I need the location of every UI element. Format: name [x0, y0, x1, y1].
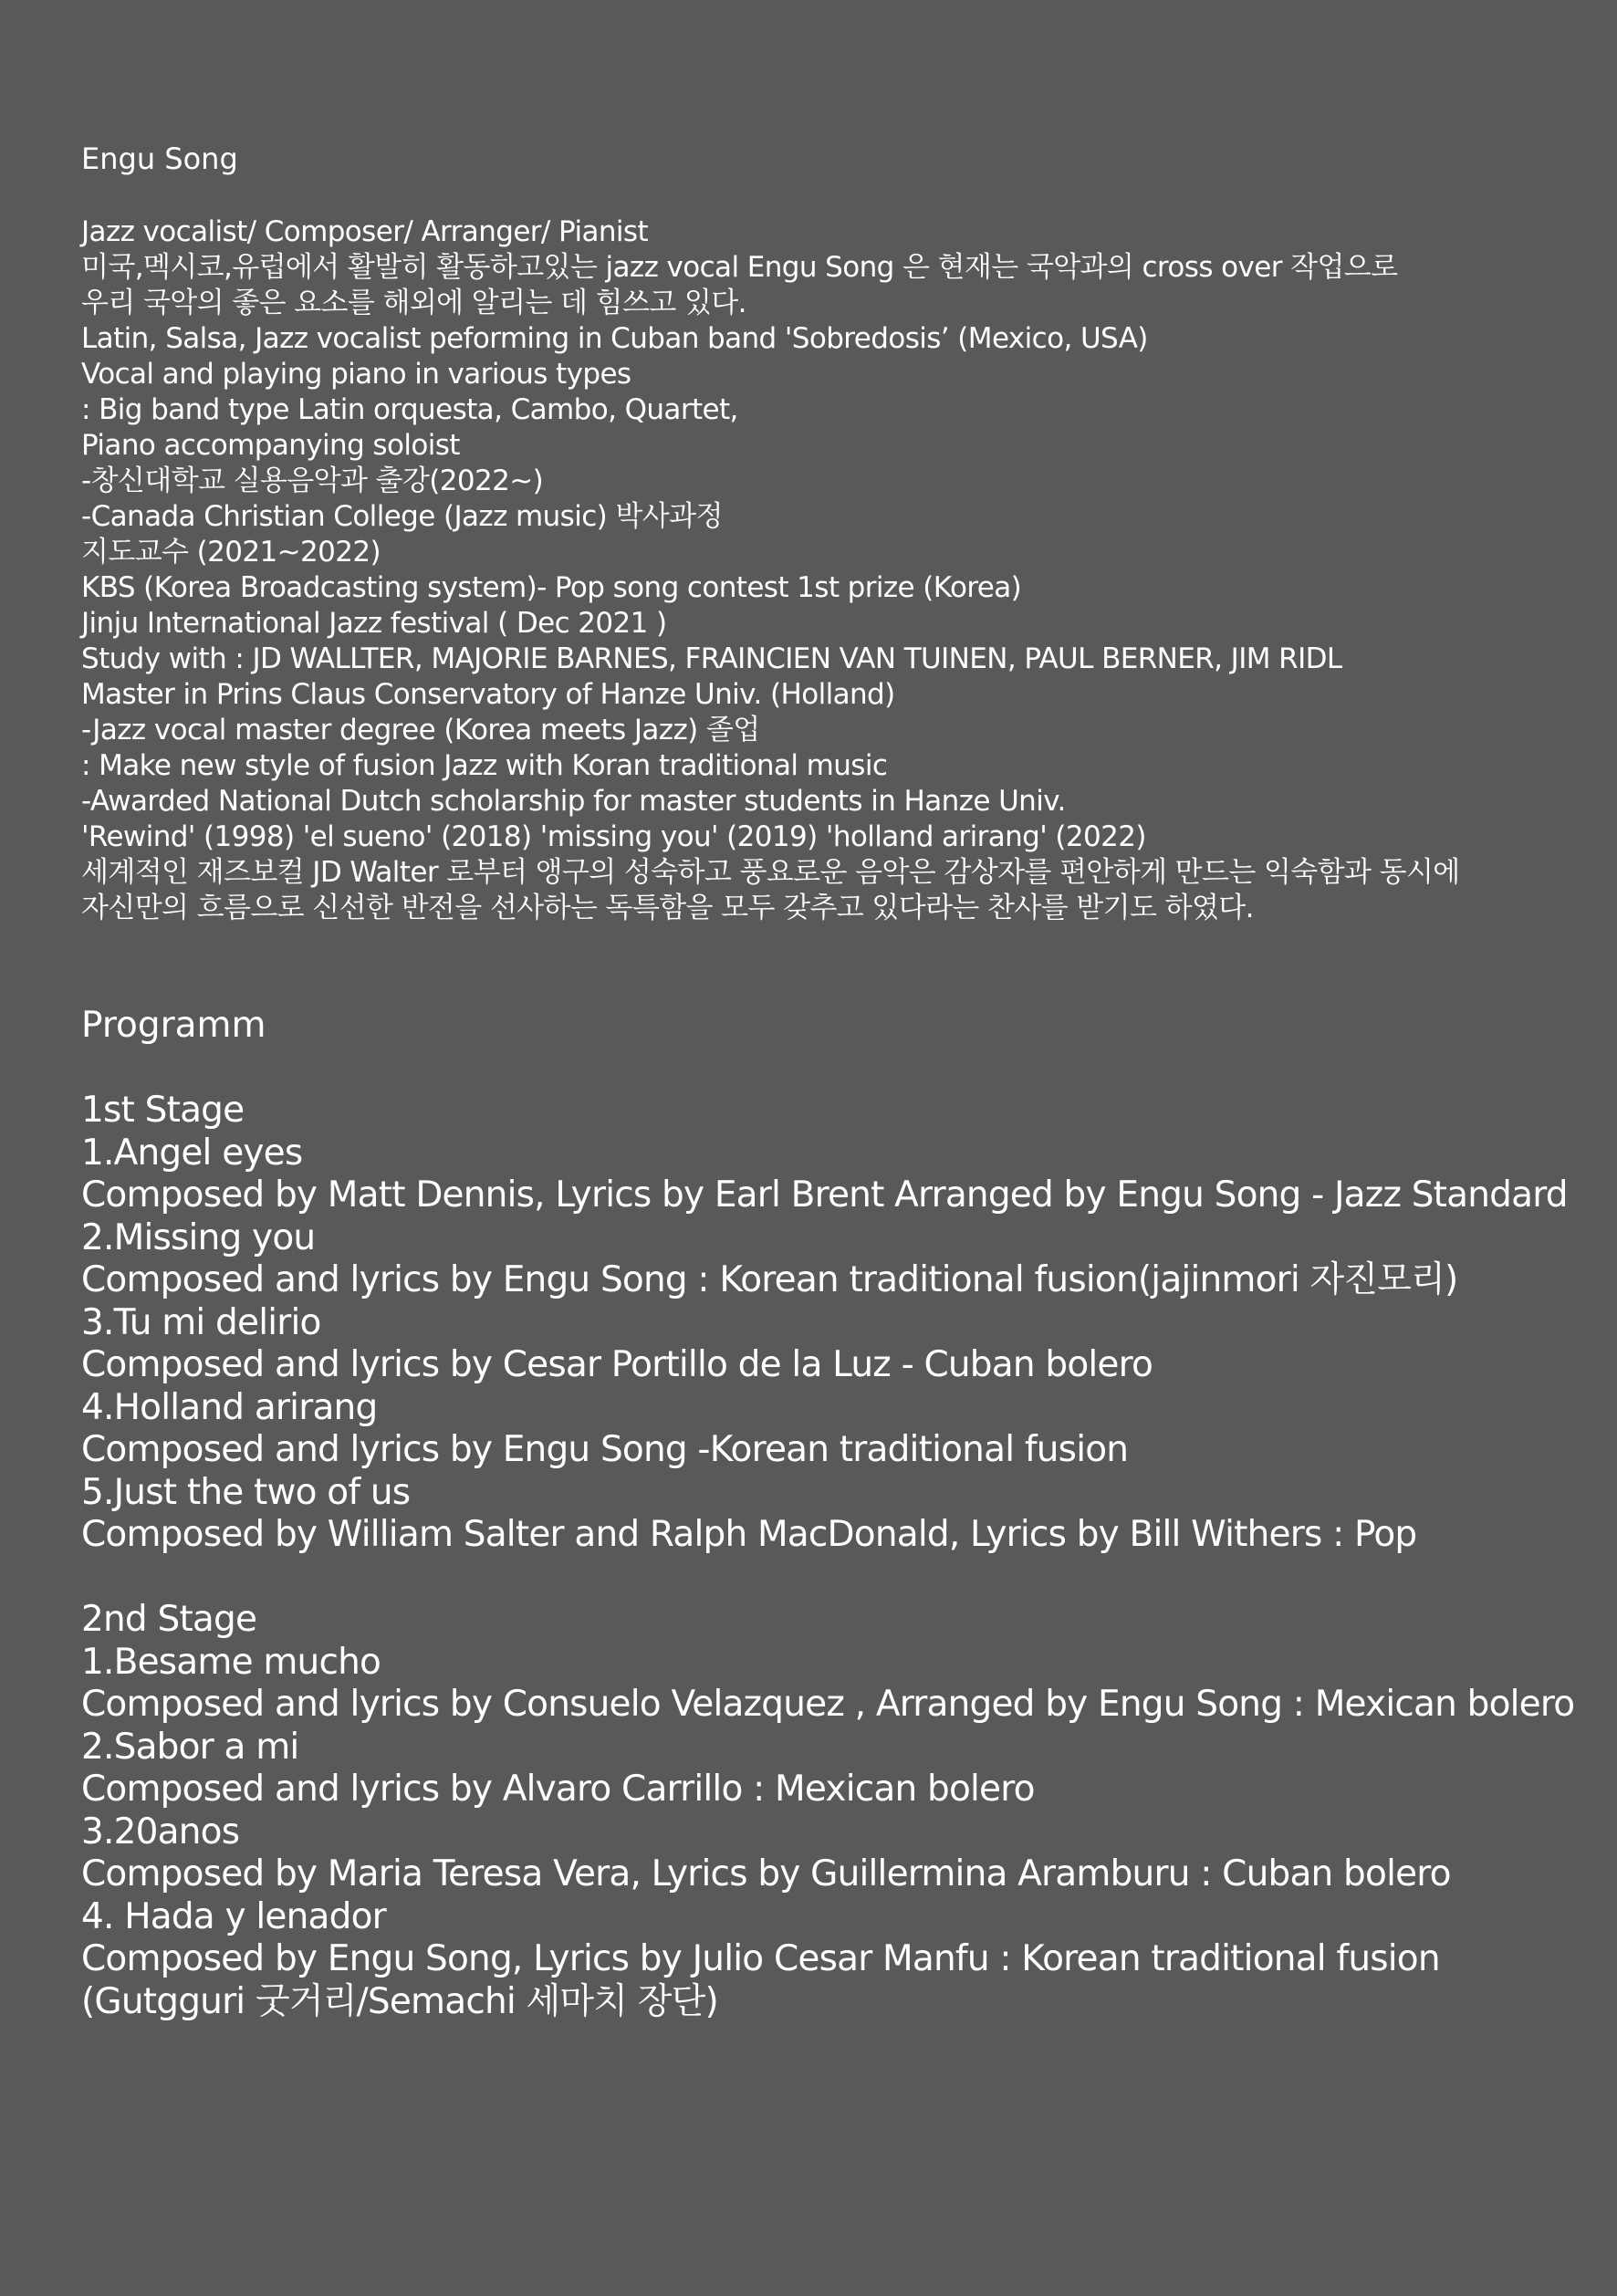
program-list: [81, 1090, 1574, 2023]
bio-line: Piano accompanying soloist: [81, 429, 460, 462]
program-line: 2.Sabor a mi: [81, 1726, 299, 1768]
program-line: Composed and lyrics by Consuelo Velazquez , Arranged by Engu Song : Mexican bolero: [81, 1684, 1575, 1725]
program-line: Composed by Maria Teresa Vera, Lyrics by Guillermina Aramburu : Cuban bolero: [81, 1853, 1451, 1894]
bio-line: -Canada Christian College (Jazz music) 박사과정: [81, 500, 723, 533]
stage-2-title: 2nd Stage: [81, 1599, 257, 1640]
artist-name: Engu Song: [81, 141, 238, 176]
bio-line: 우리 국악의 좋은 요소를 해외에 알리는 데 힘쓰고 있다.: [81, 287, 746, 319]
bio-line: Jinju International Jazz festival ( Dec 2021 ): [81, 607, 667, 640]
bio-line: KBS (Korea Broadcasting system)- Pop song contest 1st prize (Korea): [81, 571, 1022, 604]
program-heading: Programm: [81, 1005, 266, 1046]
bio-line: 'Rewind' (1998) 'el sueno' (2018) 'missing you' (2019) 'holland arirang' (2022): [81, 820, 1146, 853]
program-line: 1.Angel eyes: [81, 1132, 303, 1174]
bio-line: -Jazz vocal master degree (Korea meets Jazz) 졸업: [81, 714, 760, 746]
program-line: 3.Tu mi delirio: [81, 1301, 321, 1343]
bio-line: 세계적인 재즈보컬 JD Walter 로부터 앵구의 성숙하고 풍요로운 음악은 감상자를 편안하게 만드는 익숙함과 동시에: [81, 856, 1460, 889]
program-line: Composed and lyrics by Engu Song : Korean traditional fusion(jajinmori 자진모리): [81, 1259, 1458, 1300]
program-line: Composed and lyrics by Engu Song -Korean traditional fusion: [81, 1429, 1129, 1470]
program-line: 4. Hada y lenador: [81, 1895, 386, 1937]
stage-1-title: 1st Stage: [81, 1090, 245, 1131]
program-line: 5.Just the two of us: [81, 1471, 411, 1513]
program-line: Composed by Matt Dennis, Lyrics by Earl Brent Arranged by Engu Song - Jazz Standard: [81, 1174, 1568, 1216]
bio-line: : Make new style of fusion Jazz with Koran traditional music: [81, 749, 888, 782]
program-line: 1.Besame mucho: [81, 1641, 381, 1683]
bio-line: -창신대학교 실용음악과 출강(2022~): [81, 464, 544, 497]
bio-line: : Big band type Latin orquesta, Cambo, Quartet,: [81, 393, 738, 426]
bio-line: Study with : JD WALLTER, MAJORIE BARNES, FRAINCIEN VAN TUINEN, PAUL BERNER, JIM RIDL: [81, 642, 1342, 675]
bio-line: Jazz vocalist/ Composer/ Arranger/ Pianist: [81, 215, 649, 248]
stage-spacer: [81, 1557, 1574, 1600]
program-line: Composed and lyrics by Cesar Portillo de la Luz - Cuban bolero: [81, 1344, 1153, 1385]
bio-line: 자신만의 흐름으로 신선한 반전을 선사하는 독특함을 모두 갖추고 있다라는 찬사를 받기도 하였다.: [81, 892, 1254, 924]
program-line: 4.Holland arirang: [81, 1386, 378, 1428]
program-line: 2.Missing you: [81, 1216, 316, 1258]
bio-line: Latin, Salsa, Jazz vocalist peforming in Cuban band 'Sobredosis’ (Mexico, USA): [81, 322, 1148, 355]
program-line: Composed by Engu Song, Lyrics by Julio Cesar Manfu : Korean traditional fusion: [81, 1938, 1440, 1979]
bio-line: 미국,멕시코,유럽에서 활발히 활동하고있는 jazz vocal Engu Song 은 현재는 국악과의 cross over 작업으로: [81, 251, 1398, 284]
program-line: 3.20anos: [81, 1811, 240, 1852]
bio-line: -Awarded National Dutch scholarship for master students in Hanze Univ.: [81, 785, 1066, 818]
artist-bio: [81, 214, 1460, 926]
program-line: Composed and lyrics by Alvaro Carrillo : Mexican bolero: [81, 1769, 1035, 1810]
bio-line: 지도교수 (2021~2022): [81, 536, 381, 569]
program-line: Composed by William Salter and Ralph MacDonald, Lyrics by Bill Withers : Pop: [81, 1514, 1417, 1555]
bio-line: Master in Prins Claus Conservatory of Hanze Univ. (Holland): [81, 678, 895, 711]
program-line: (Gutgguri 굿거리/Semachi 세마치 장단): [81, 1980, 718, 2022]
bio-line: Vocal and playing piano in various types: [81, 358, 631, 391]
